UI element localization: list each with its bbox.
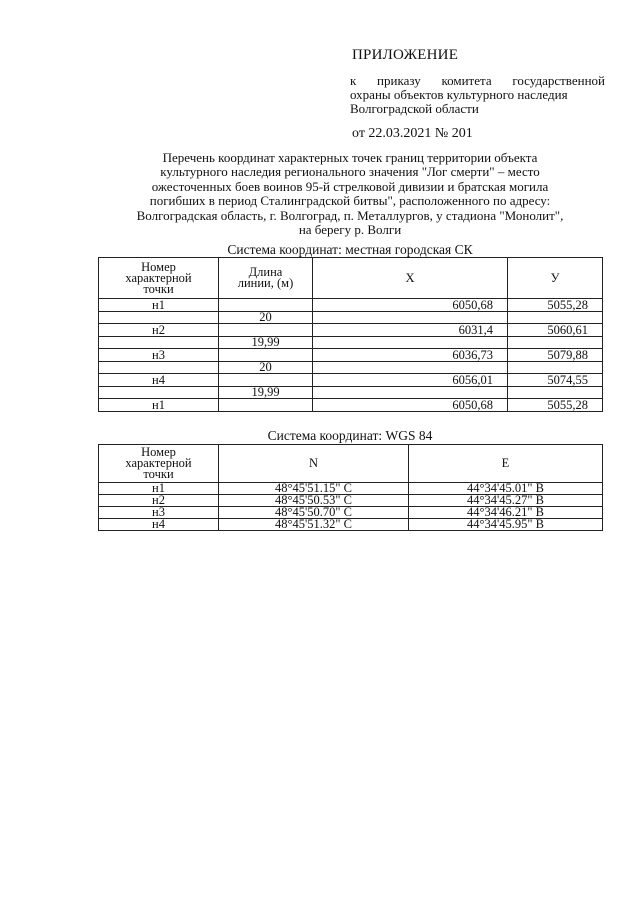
point-cell: н4 <box>99 374 219 387</box>
table-row <box>99 337 603 349</box>
column-header-point: Номер характерной точки <box>99 445 219 483</box>
column-header-n: N <box>219 445 409 483</box>
y-cell: 5060,61 <box>508 324 603 337</box>
point-cell: н4 <box>99 519 219 531</box>
y-cell: 5055,28 <box>508 399 603 412</box>
heading-line-5: Волгоградская область, г. Волгоград, п. Металлургов, у стадиона "Монолит", <box>136 207 564 223</box>
length-cell: 19,99 <box>219 337 313 349</box>
x-cell: 6031,4 <box>313 324 508 337</box>
heading-line-6: на берегу р. Волги <box>298 222 402 238</box>
wgs-system-caption: Система координат: WGS 84 <box>267 428 433 443</box>
length-cell: 20 <box>219 362 313 374</box>
heading-line-4: погибших в период Сталинградской битвы", расположенного по адресу: <box>149 193 551 209</box>
table-row <box>99 312 603 324</box>
table-row <box>99 374 603 387</box>
n-cell: 48°45'50.70" С <box>219 507 409 519</box>
table-row <box>99 387 603 399</box>
column-header-length: Длина линии, (м) <box>219 258 313 299</box>
order-date: от 22.03.2021 № 201 <box>352 126 473 141</box>
x-cell: 6050,68 <box>313 399 508 412</box>
n-cell: 48°45'50.53" С <box>219 495 409 507</box>
n-cell: 48°45'51.15" С <box>219 483 409 495</box>
order-line-3: Волгоградской области <box>350 101 479 116</box>
wgs84-coordinates-table <box>98 444 603 531</box>
document-heading <box>90 151 610 237</box>
point-cell: н1 <box>99 299 219 312</box>
column-header-x: X <box>313 258 508 299</box>
local-system-caption: Система координат: местная городская СК <box>227 242 473 257</box>
x-cell: 6056,01 <box>313 374 508 387</box>
table-row <box>99 299 603 312</box>
order-line-2: охраны объектов культурного наследия <box>350 87 568 102</box>
point-cell: н3 <box>99 507 219 519</box>
y-cell: 5055,28 <box>508 299 603 312</box>
point-cell: н1 <box>99 483 219 495</box>
column-header-y: У <box>508 258 603 299</box>
e-cell: 44°34'45.95" В <box>409 519 603 531</box>
length-cell: 20 <box>219 312 313 324</box>
table-row <box>99 362 603 374</box>
y-cell: 5079,88 <box>508 349 603 362</box>
length-cell: 19,99 <box>219 387 313 399</box>
column-header-e: E <box>409 445 603 483</box>
x-cell: 6036,73 <box>313 349 508 362</box>
x-cell: 6050,68 <box>313 299 508 312</box>
table-row <box>99 519 603 531</box>
local-coordinates-table <box>98 257 603 412</box>
point-cell: н2 <box>99 495 219 507</box>
table-header-row <box>99 445 603 483</box>
e-cell: 44°34'45.27" В <box>409 495 603 507</box>
y-cell: 5074,55 <box>508 374 603 387</box>
heading-line-1: Перечень координат характерных точек границ территории объекта <box>162 150 538 165</box>
n-cell: 48°45'51.32" С <box>219 519 409 531</box>
heading-line-2: культурного наследия регионального значения "Лог смерти" – место <box>160 164 540 180</box>
point-cell: н1 <box>99 399 219 412</box>
point-cell: н2 <box>99 324 219 337</box>
order-reference <box>350 74 605 116</box>
e-cell: 44°34'45.01" В <box>409 483 603 495</box>
table-row <box>99 349 603 362</box>
heading-line-3: ожесточенных боев воинов 95-й стрелковой дивизии и братская могила <box>151 178 549 194</box>
e-cell: 44°34'46.21" В <box>409 507 603 519</box>
table-row <box>99 399 603 412</box>
order-line-1: к приказу комитета государственной <box>350 73 605 88</box>
appendix-title: ПРИЛОЖЕНИЕ <box>352 47 459 63</box>
column-header-point: Номер характерной точки <box>99 258 219 299</box>
table-header-row <box>99 258 603 299</box>
point-cell: н3 <box>99 349 219 362</box>
table-row <box>99 324 603 337</box>
